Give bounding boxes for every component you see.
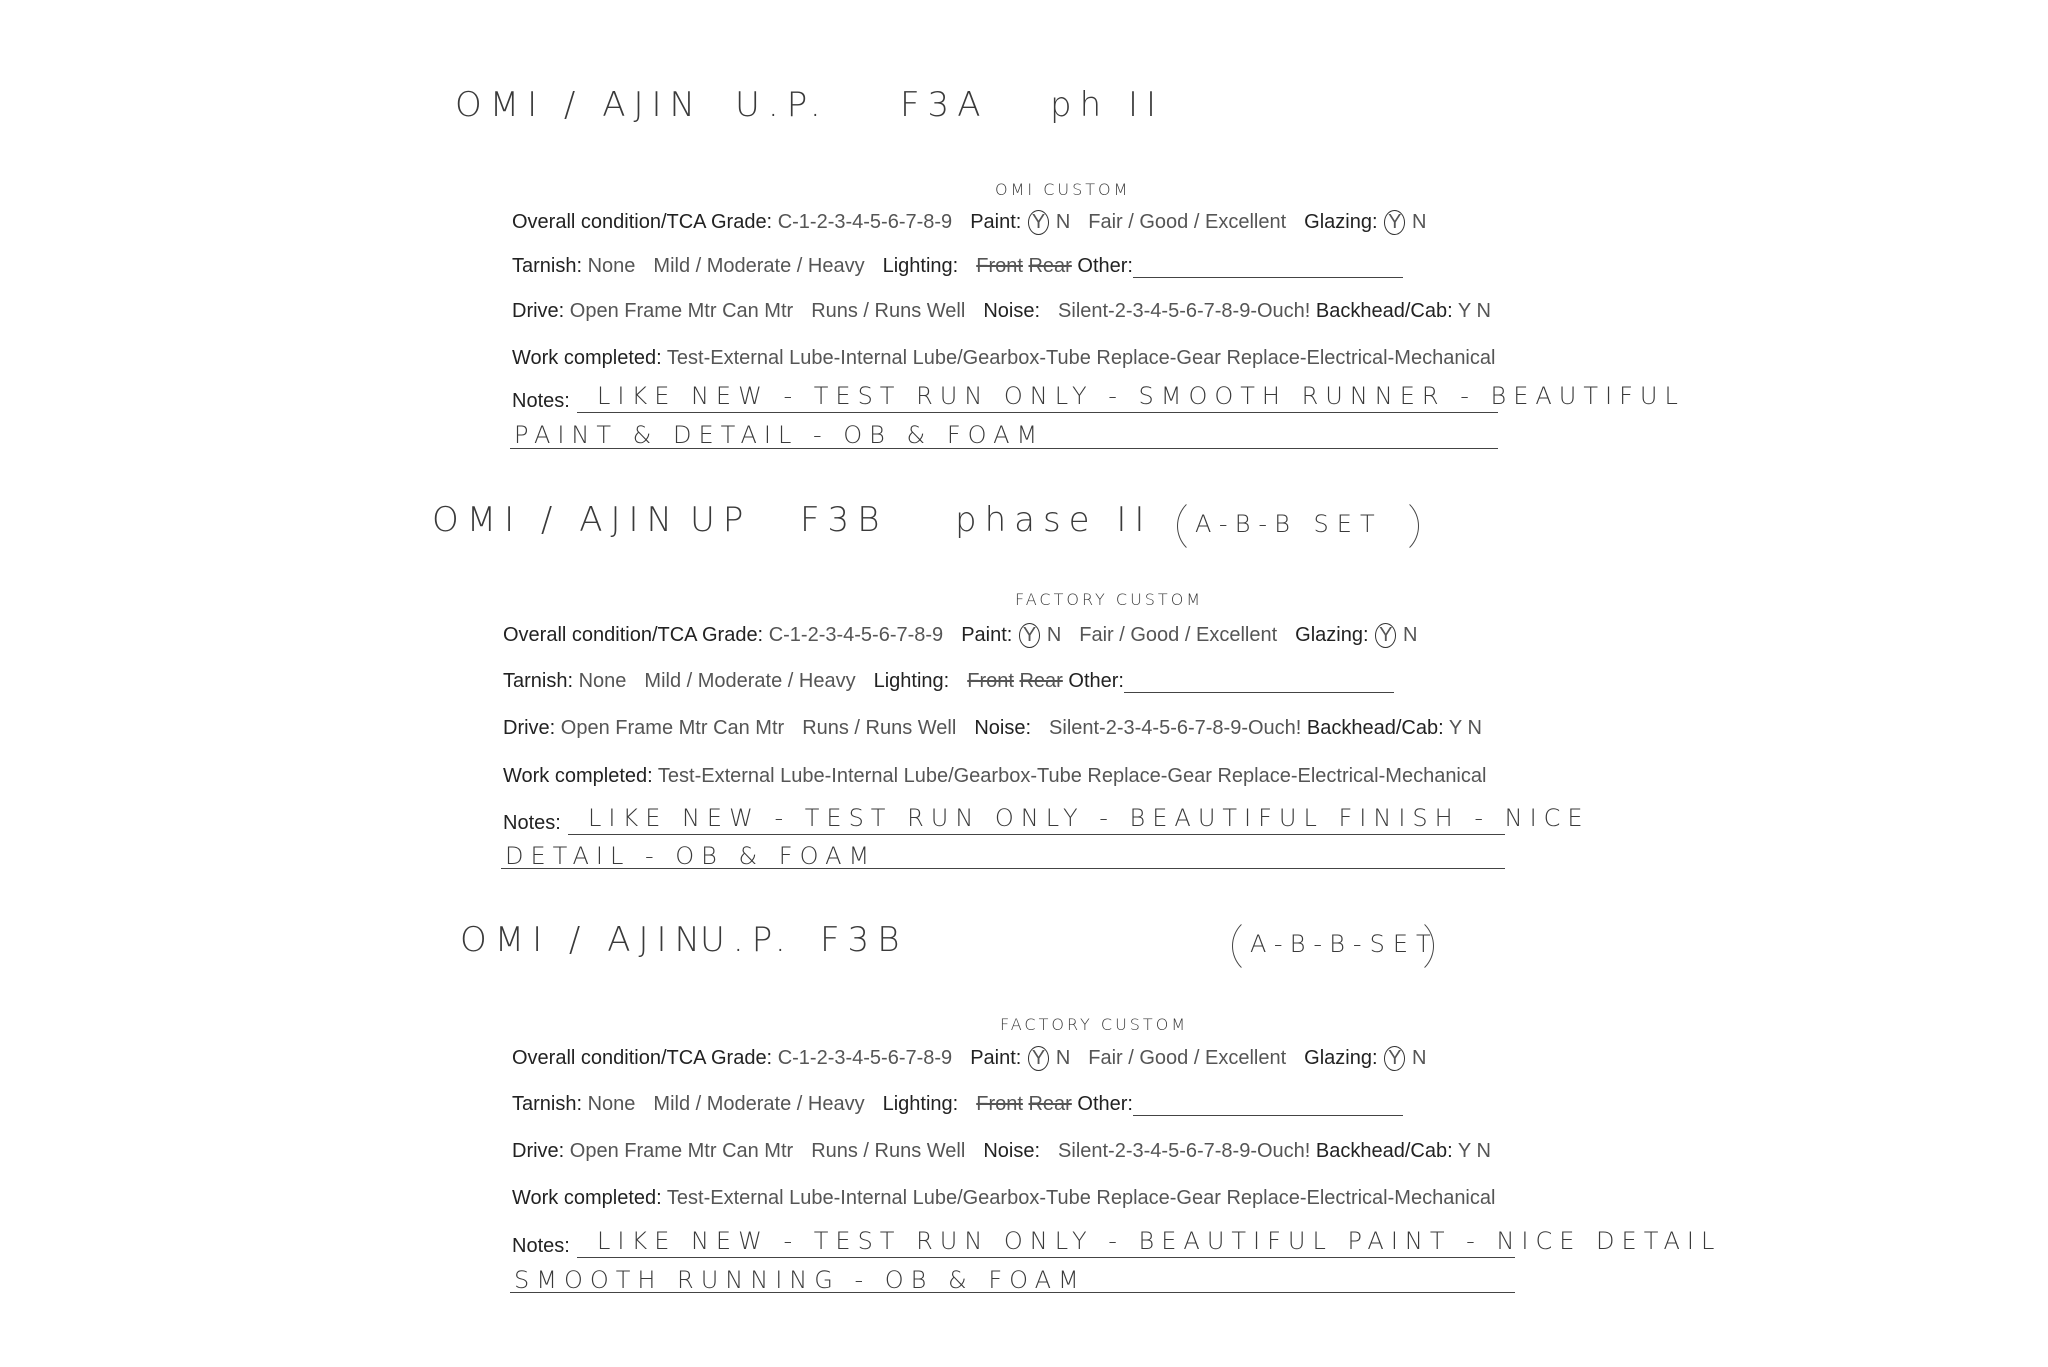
glazing-no: N (1411, 1047, 1427, 1069)
notes-label: Notes: (503, 812, 561, 834)
other-blank (1133, 1095, 1403, 1116)
set-note: A-B-B-SET (1250, 930, 1439, 958)
tarnish-options: Mild / Moderate / Heavy (653, 1093, 865, 1115)
paint-yes-circled: Y (1028, 210, 1049, 235)
backhead-label: Backhead/Cab: (1315, 1140, 1453, 1162)
paint-no: N (1055, 1047, 1071, 1069)
paint-no: N (1055, 211, 1071, 233)
work-label: Work completed: (503, 765, 653, 787)
handwritten-header-word: F3B (800, 500, 888, 540)
open-frame-option: Open Frame Mtr (569, 300, 717, 322)
tarnish-options: Mild / Moderate / Heavy (653, 255, 865, 277)
open-frame-option: Open Frame Mtr (560, 717, 708, 739)
lighting-rear: Rear (1028, 1093, 1072, 1115)
notes-rule-2 (510, 1292, 1515, 1293)
notes-rule-2 (501, 868, 1505, 869)
work-options: Test-External Lube-Internal Lube/Gearbox-Tube Replace-Gear Replace-Electrical-Mechanical (666, 347, 1496, 369)
can-motor-option: Can Mtr (722, 1140, 794, 1162)
can-motor-option: Can Mtr (722, 300, 794, 322)
work-options: Test-External Lube-Internal Lube/Gearbox-Tube Replace-Gear Replace-Electrical-Mechanical (666, 1187, 1496, 1209)
work-label: Work completed: (512, 1187, 662, 1209)
handwritten-header-word: OMI / AJIN (460, 920, 708, 960)
overall-label: Overall condition/TCA Grade: (512, 1047, 773, 1069)
paint-no: N (1046, 624, 1062, 646)
backhead-yes: Y (1448, 717, 1462, 739)
backhead-no: N (1467, 717, 1482, 739)
tarnish-row (512, 255, 1403, 278)
drive-row (512, 1140, 1491, 1163)
glazing-label: Glazing: (1304, 211, 1378, 233)
notes-label: Notes: (512, 390, 570, 412)
handwritten-header-word: OMI / AJIN (455, 85, 703, 125)
notes-rule-1 (577, 1257, 1515, 1258)
handwritten-header-word: U.P. (735, 85, 829, 125)
backhead-label: Backhead/Cab: (1306, 717, 1444, 739)
notes-line-2: DETAIL - OB & FOAM (505, 842, 877, 870)
lighting-label: Lighting: (882, 255, 959, 277)
notes-rule-2 (510, 448, 1498, 449)
handwritten-header-word: OMI / AJIN (432, 500, 680, 540)
lighting-rear: Rear (1028, 255, 1072, 277)
condition-row (512, 210, 1426, 235)
lighting-label: Lighting: (882, 1093, 959, 1115)
tarnish-label: Tarnish: (512, 1093, 583, 1115)
notes-label: Notes: (512, 1235, 570, 1257)
notes-row (512, 1235, 570, 1258)
runs-option: Runs / Runs Well (811, 1140, 966, 1162)
backhead-yes: Y (1457, 1140, 1471, 1162)
glazing-label: Glazing: (1304, 1047, 1378, 1069)
glazing-yes-circled: Y (1375, 623, 1396, 648)
handwritten-header-word: ph II (1050, 85, 1164, 125)
notes-line-2: SMOOTH RUNNING - OB & FOAM (514, 1266, 1086, 1294)
grade-scale: C-1-2-3-4-5-6-7-8-9 (777, 211, 953, 233)
glazing-yes-circled: Y (1384, 210, 1405, 235)
paint-note: FACTORY CUSTOM (1000, 1015, 1189, 1034)
lighting-label: Lighting: (873, 670, 950, 692)
noise-label: Noise: (974, 717, 1032, 739)
other-blank (1124, 672, 1394, 693)
backhead-yes: Y (1457, 300, 1471, 322)
tarnish-none: None (578, 670, 627, 692)
work-row (512, 347, 1495, 370)
paint-note: FACTORY CUSTOM (1015, 590, 1204, 609)
handwritten-header-word: phase II (955, 500, 1153, 540)
open-frame-option: Open Frame Mtr (569, 1140, 717, 1162)
glazing-no: N (1402, 624, 1418, 646)
work-row (503, 765, 1486, 788)
noise-scale: Silent-2-3-4-5-6-7-8-9-Ouch! (1049, 717, 1302, 739)
paint-label: Paint: (970, 211, 1022, 233)
tarnish-none: None (587, 255, 636, 277)
handwritten-header-word: UP (690, 500, 752, 540)
handwritten-header-word: F3A (900, 85, 989, 125)
lighting-front: Front (976, 1093, 1023, 1115)
paint-label: Paint: (970, 1047, 1022, 1069)
lighting-front: Front (967, 670, 1014, 692)
handwritten-header-word: U.P. (700, 920, 794, 960)
set-note: A-B-B SET (1195, 510, 1383, 538)
noise-label: Noise: (983, 1140, 1041, 1162)
finish-options: Fair / Good / Excellent (1079, 624, 1278, 646)
tarnish-label: Tarnish: (512, 255, 583, 277)
tarnish-row (512, 1093, 1403, 1116)
set-note-parentheses (1177, 495, 1419, 557)
noise-scale: Silent-2-3-4-5-6-7-8-9-Ouch! (1058, 1140, 1311, 1162)
condition-row (512, 1046, 1426, 1071)
drive-label: Drive: (512, 1140, 565, 1162)
overall-label: Overall condition/TCA Grade: (512, 211, 773, 233)
tarnish-row (503, 670, 1394, 693)
overall-label: Overall condition/TCA Grade: (503, 624, 764, 646)
can-motor-option: Can Mtr (713, 717, 785, 739)
notes-row (512, 390, 570, 413)
notes-line-1: LIKE NEW - TEST RUN ONLY - BEAUTIFUL FINISH - NICE (588, 804, 1590, 832)
other-label: Other: (1077, 255, 1133, 277)
grade-scale: C-1-2-3-4-5-6-7-8-9 (777, 1047, 953, 1069)
notes-line-1: LIKE NEW - TEST RUN ONLY - BEAUTIFUL PAINT - NICE DETAIL (597, 1227, 1722, 1255)
grade-scale: C-1-2-3-4-5-6-7-8-9 (768, 624, 944, 646)
set-note-parentheses (1232, 915, 1434, 977)
work-row (512, 1187, 1495, 1210)
glazing-label: Glazing: (1295, 624, 1369, 646)
condition-row (503, 623, 1417, 648)
other-blank (1133, 257, 1403, 278)
paint-label: Paint: (961, 624, 1013, 646)
tarnish-none: None (587, 1093, 636, 1115)
backhead-no: N (1476, 1140, 1491, 1162)
glazing-yes-circled: Y (1384, 1046, 1405, 1071)
drive-row (503, 717, 1482, 740)
drive-row (512, 300, 1491, 323)
runs-option: Runs / Runs Well (811, 300, 966, 322)
other-label: Other: (1077, 1093, 1133, 1115)
glazing-no: N (1411, 211, 1427, 233)
paint-yes-circled: Y (1019, 623, 1040, 648)
backhead-label: Backhead/Cab: (1315, 300, 1453, 322)
notes-row (503, 812, 561, 835)
paint-yes-circled: Y (1028, 1046, 1049, 1071)
drive-label: Drive: (512, 300, 565, 322)
runs-option: Runs / Runs Well (802, 717, 957, 739)
backhead-no: N (1476, 300, 1491, 322)
notes-rule-1 (568, 834, 1505, 835)
finish-options: Fair / Good / Excellent (1088, 211, 1287, 233)
tarnish-options: Mild / Moderate / Heavy (644, 670, 856, 692)
noise-scale: Silent-2-3-4-5-6-7-8-9-Ouch! (1058, 300, 1311, 322)
lighting-front: Front (976, 255, 1023, 277)
other-label: Other: (1068, 670, 1124, 692)
work-options: Test-External Lube-Internal Lube/Gearbox-Tube Replace-Gear Replace-Electrical-Mechanical (657, 765, 1487, 787)
lighting-rear: Rear (1019, 670, 1063, 692)
finish-options: Fair / Good / Excellent (1088, 1047, 1287, 1069)
notes-line-2: PAINT & DETAIL - OB & FOAM (514, 421, 1045, 449)
notes-rule-1 (577, 412, 1498, 413)
paint-note: OMI CUSTOM (995, 180, 1131, 199)
noise-label: Noise: (983, 300, 1041, 322)
tarnish-label: Tarnish: (503, 670, 574, 692)
notes-line-1: LIKE NEW - TEST RUN ONLY - SMOOTH RUNNER - BEAUTIFUL (597, 382, 1685, 410)
handwritten-header-word: F3B (820, 920, 908, 960)
work-label: Work completed: (512, 347, 662, 369)
drive-label: Drive: (503, 717, 556, 739)
